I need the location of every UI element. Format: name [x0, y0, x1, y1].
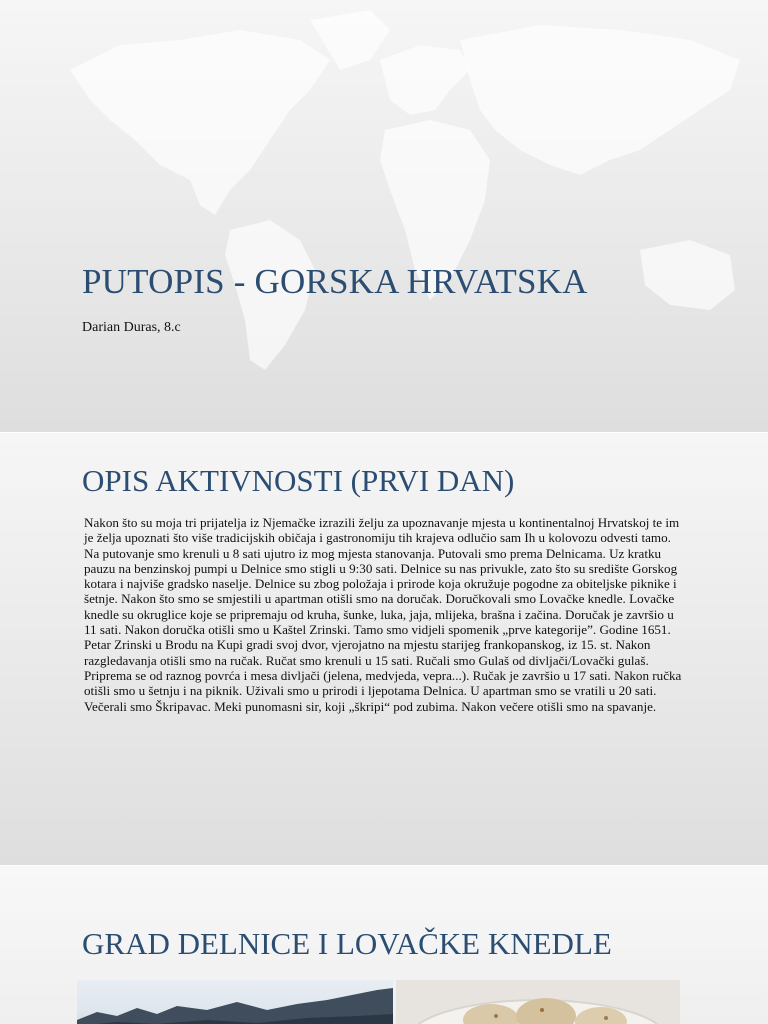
dumplings-photo	[396, 980, 680, 1024]
section-heading: OPIS AKTIVNOSTI (PRVI DAN)	[82, 463, 515, 498]
section-heading: GRAD DELNICE I LOVAČKE KNEDLE	[82, 926, 612, 961]
author-name: Darian Duras, 8.c	[82, 320, 181, 335]
activity-description-slide	[0, 433, 768, 865]
presentation-title: PUTOPIS - GORSKA HRVATSKA	[82, 262, 588, 301]
delnice-slide	[0, 866, 768, 1024]
body-paragraph: Nakon što su moja tri prijatelja iz Njemačke izrazili želju za upoznavanje mjesta u kontinentalnoj Hrvatskoj te im je želja upoznati što više tradicijskih običaja i gastronomiju tih krajeva odlučio sam Ih u kolovozu odvesti tamo. Na putovanje smo krenuli u 8 sati ujutro iz mog mjesta stanovanja. Putovali smo prema Delnicama. Uz kratku pauzu na benzinskoj pumpi u Delnice smo stigli u 9:30 sati. Delnice su nas privukle, zato što su središte Gorskog kotara i najviše gradsko naselje. Delnice su zbog položaja i prirode koja okružuje pogodne za obiteljske piknike i šetnje. Nakon što smo se smjestili u apartman otišli smo na doručak. Doručkovali smo Lovačke knedle. Lovačke knedle su okruglice koje se pripremaju od kruha, šunke, luka, jaja, mlijeka, brašna i začina. Doručak je završio u 11 sati. Nakon doručka otišli smo u Kaštel Zrinski. Tamo smo vidjeli spomenik „prve kategorije”. Godine 1651. Petar Zrinski u Brodu na Kupi gradi svoj dvor, vjerojatno na mjestu starijeg frankopanskog, iz 15. st. Nakon razgledavanja otišli smo na ručak. Ručat smo krenuli u 15 sati. Ručali smo Gulaš od divljači/Lovački gulaš. Priprema se od raznog povrća i mesa divljači (jelena, medvjeda, vepra...). Ručak je završio u 17 sati. Nakon ručka otišli smo u šetnju i na piknik. Uživali smo u prirodi i ljepotama Delnica. U apartman smo se vratili u 20 sati. Večerali smo Škripavac. Meki punomasni sir, koji „škripi“ pod zubima. Nakon večere otišli smo na spavanje.	[84, 515, 682, 714]
title-slide	[0, 0, 768, 432]
mountain-town-photo	[77, 980, 393, 1024]
